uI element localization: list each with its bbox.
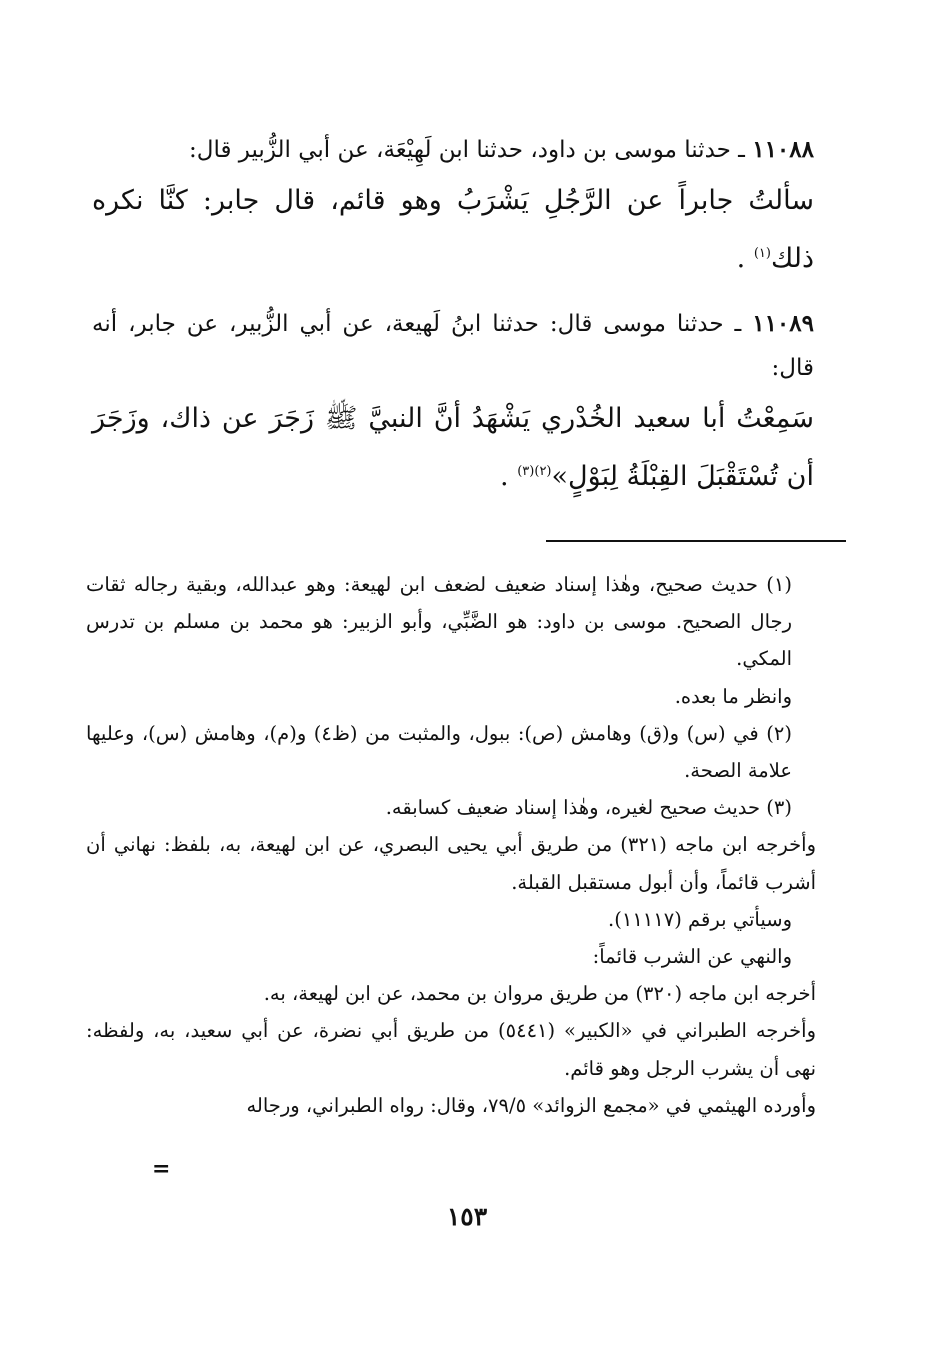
footnote: وأورده الهيثمي في «مجمع الزوائد» ٧٩/٥، وقال: رواه الطبراني، ورجاله xyxy=(246,1093,816,1117)
hadith-number: ١١٠٨٨ xyxy=(752,136,814,163)
hadith-isnad xyxy=(92,128,814,172)
footnote: (٢) في (س) و(ق) وهامش (ص): ببول، والمثبت من (ظ٤) و(م)، وهامش (س)، وعليها علامة الصحة. xyxy=(86,721,792,783)
footnote: وأخرجه ابن ماجه (٣٢١) من طريق أبي يحيى البصري، عن ابن لهيعة، به، بلفظ: نهاني أن أشرب قائماً، وأن أبول مستقبل القبلة. xyxy=(86,833,816,894)
matn-text: سَمِعْتُ أبا سعيد الخُدْري يَشْهَدُ أنَّ النبيَّ ﷺ زَجَرَ عن ذاك، وزَجَرَ أن تُسْتَقْبَلَ القِبْلَةُ لِبَوْلٍ» xyxy=(92,403,814,492)
footnote: (١) حديث صحيح، وهٰذا إسناد ضعيف لضعف ابن لهيعة: وهو عبدالله، وبقية رجاله ثقات رجال الصحيح. موسى بن داود: هو الضَّبِّي، وأبو الزبير: هو محمد بن مسلم بن تدرس المكي. xyxy=(86,573,792,671)
footnote: (٣) حديث صحيح لغيره، وهٰذا إسناد ضعيف كسابقه. xyxy=(385,796,792,820)
hadith-matn xyxy=(92,390,814,506)
footnote-divider xyxy=(546,540,846,542)
isnad-text: ـ حدثنا موسى قال: حدثنا ابنُ لَهيعة، عن أبي الزُّبير، عن جابر، أنه قال: xyxy=(92,311,814,381)
hadith-isnad xyxy=(92,302,814,390)
footnote: أخرجه ابن ماجه (٣٢٠) من طريق مروان بن محمد، عن ابن لهيعة، به. xyxy=(263,982,816,1006)
footnote-ref: (٢)(٣) xyxy=(517,464,552,479)
footnote: وانظر ما بعده. xyxy=(674,684,792,708)
footnotes xyxy=(86,566,816,1124)
footnote: وأخرجه الطبراني في «الكبير» (٥٤٤١) من طريق أبي نضرة، عن أبي سعيد، به، ولفظه: نهى أن يشرب الرجل وهو قائم. xyxy=(86,1019,816,1080)
hadith-matn xyxy=(92,172,814,288)
main-text xyxy=(92,128,814,506)
footnote: وسيأتي برقم (١١١١٧). xyxy=(608,907,792,931)
end-mark: . xyxy=(736,243,754,274)
footnote: والنهي عن الشرب قائماً: xyxy=(592,945,792,969)
page-number: ١٥٣ xyxy=(446,1202,488,1231)
matn-text: سألتُ جابراً عن الرَّجُلِ يَشْرَبُ وهو قائم، قال جابر: كنَّا نكره ذلك xyxy=(92,185,814,274)
continuation-mark: = xyxy=(152,1156,171,1182)
end-mark: . xyxy=(500,461,518,492)
isnad-text: ـ حدثنا موسى بن داود، حدثنا ابن لَهِيْعَة، عن أبي الزُّبير قال: xyxy=(189,137,753,163)
footnote-ref: (١) xyxy=(753,246,771,261)
hadith-number: ١١٠٨٩ xyxy=(752,310,814,337)
